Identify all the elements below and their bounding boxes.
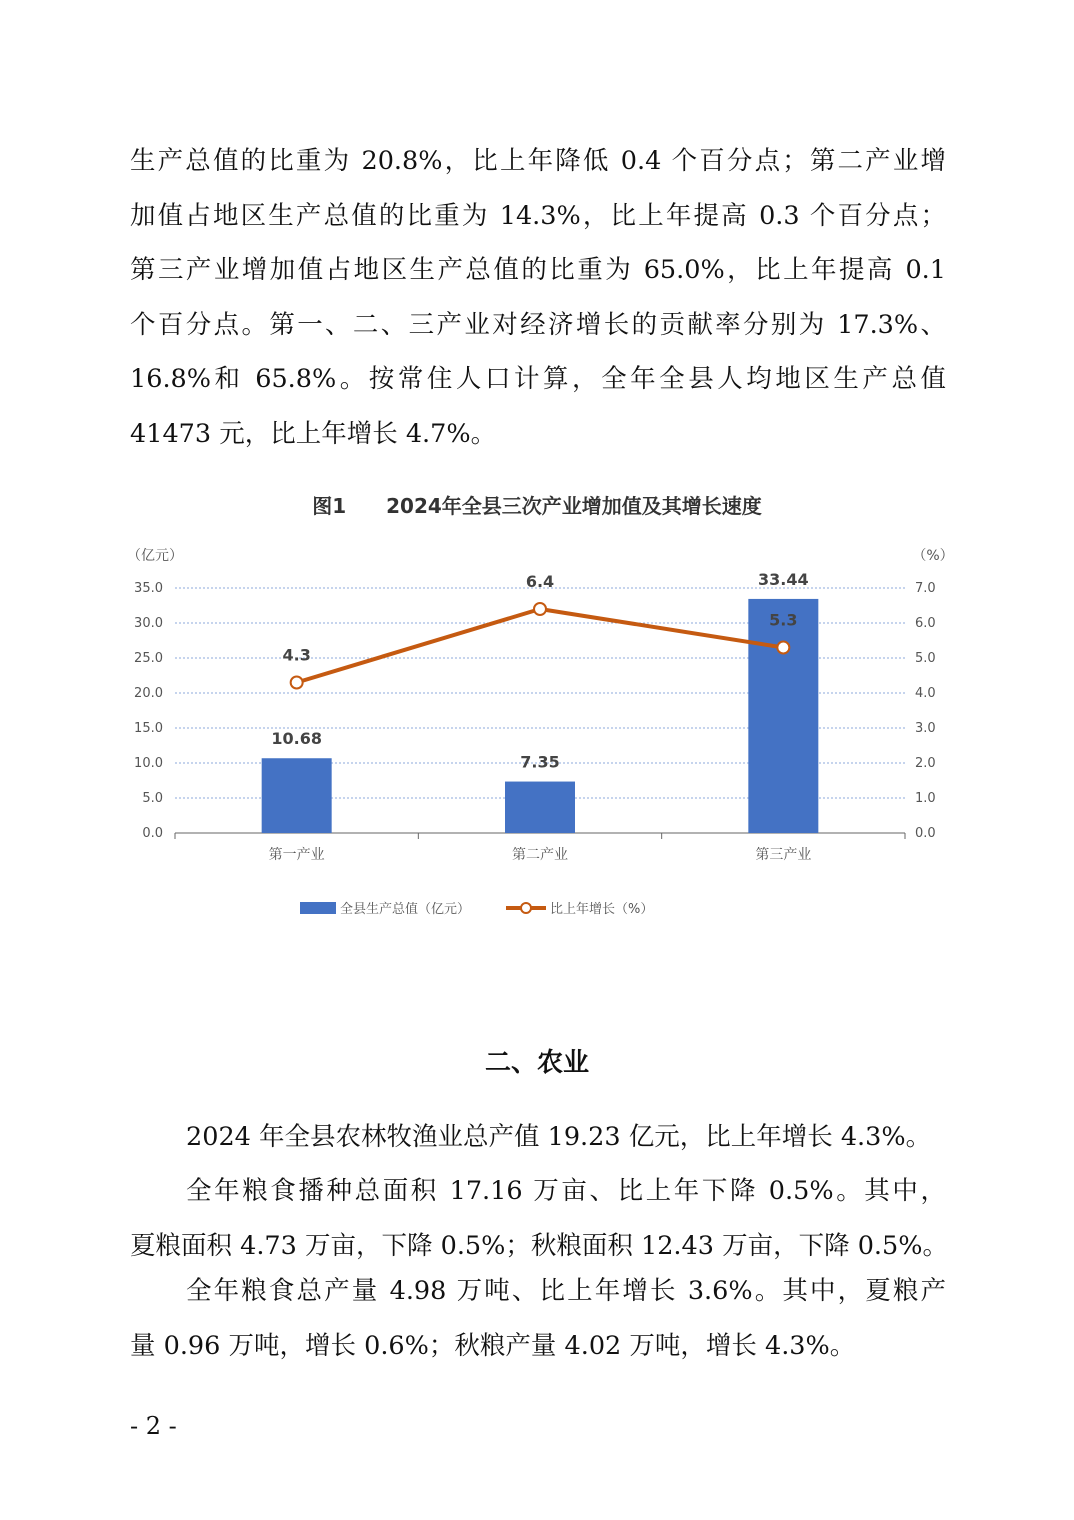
paragraph-line: 16.8%和 65.8%。按常住人口计算，全年全县人均地区生产总值: [130, 364, 946, 394]
combo-chart: [100, 530, 960, 930]
right-tick-label: 4.0: [915, 686, 936, 701]
legend-bar-swatch: [300, 902, 336, 914]
line-label: 4.3: [282, 645, 311, 665]
line-point: [291, 677, 303, 689]
line-label: 5.3: [769, 610, 798, 630]
right-tick-label: 5.0: [915, 651, 936, 666]
left-tick-label: 0.0: [142, 826, 163, 841]
section-paragraph-3: [130, 1264, 946, 1373]
category-label: 第二产业: [512, 847, 568, 863]
right-tick-label: 3.0: [915, 721, 936, 736]
paragraph-line: 全年粮食播种总面积 17.16 万亩、比上年下降 0.5%。其中，: [186, 1176, 946, 1206]
line-point: [534, 603, 546, 615]
right-tick-label: 2.0: [915, 756, 936, 771]
page-number: - 2 -: [130, 1412, 177, 1440]
left-tick-label: 5.0: [142, 791, 163, 806]
paragraph-line: 个百分点。第一、二、三产业对经济增长的贡献率分别为 17.3%、: [130, 309, 946, 340]
paragraph-line: 第三产业增加值占地区生产总值的比重为 65.0%，比上年提高 0.1: [130, 255, 946, 285]
section-paragraph-1: [130, 1110, 946, 1165]
right-tick-label: 1.0: [915, 791, 936, 806]
left-tick-label: 30.0: [134, 616, 163, 631]
figure-caption: 2024年全县三次产业增加值及其增长速度: [386, 494, 762, 518]
bar: [262, 758, 332, 833]
legend-bar-label: 全县生产总值（亿元）: [340, 902, 471, 917]
line-label: 6.4: [525, 572, 555, 591]
line-point: [777, 642, 789, 654]
figure-number: 图1: [312, 494, 347, 518]
bar-label: 10.68: [271, 729, 322, 749]
legend-line-label: 比上年增长（%）: [550, 902, 654, 917]
growth-line: [297, 609, 784, 683]
left-axis-unit: （亿元）: [127, 548, 183, 564]
paragraph-line: 全年粮食总产量 4.98 万吨、比上年增长 3.6%。其中，夏粮产: [186, 1276, 946, 1306]
left-tick-label: 10.0: [134, 756, 163, 771]
bar-label: 7.35: [520, 752, 560, 772]
right-axis-unit: （%）: [912, 548, 954, 564]
paragraph-line: 加值占地区生产总值的比重为 14.3%，比上年提高 0.3 个百分点；: [130, 200, 946, 231]
section-title: 二、农业: [484, 1048, 589, 1078]
paragraph-line: 量 0.96 万吨，增长 0.6%；秋粮产量 4.02 万吨，增长 4.3%。: [130, 1330, 856, 1361]
paragraph-line: 41473 元，比上年增长 4.7%。: [130, 418, 497, 449]
right-tick-label: 6.0: [915, 616, 936, 631]
category-label: 第三产业: [755, 847, 812, 863]
figure-title: [0, 490, 1074, 519]
top-paragraph: [130, 134, 946, 461]
paragraph-line: 生产总值的比重为 20.8%，比上年降低 0.4 个百分点；第二产业增: [130, 146, 946, 176]
left-tick-label: 20.0: [134, 686, 163, 701]
right-tick-label: 0.0: [915, 826, 936, 841]
bar: [505, 782, 575, 833]
bar-label: 33.44: [758, 569, 809, 589]
paragraph-line: 夏粮面积 4.73 万亩，下降 0.5%；秋粮面积 12.43 万亩，下降 0.5%。: [130, 1230, 948, 1261]
left-tick-label: 25.0: [134, 651, 163, 666]
right-tick-label: 7.0: [915, 581, 936, 596]
left-tick-label: 15.0: [134, 721, 163, 736]
legend-line-marker: [521, 903, 531, 913]
category-label: 第一产业: [268, 847, 325, 863]
left-tick-label: 35.0: [134, 581, 163, 596]
paragraph-line: 2024 年全县农林牧渔业总产值 19.23 亿元，比上年增长 4.3%。: [186, 1122, 932, 1152]
section-paragraph-2: [130, 1164, 946, 1273]
bar: [748, 599, 818, 833]
